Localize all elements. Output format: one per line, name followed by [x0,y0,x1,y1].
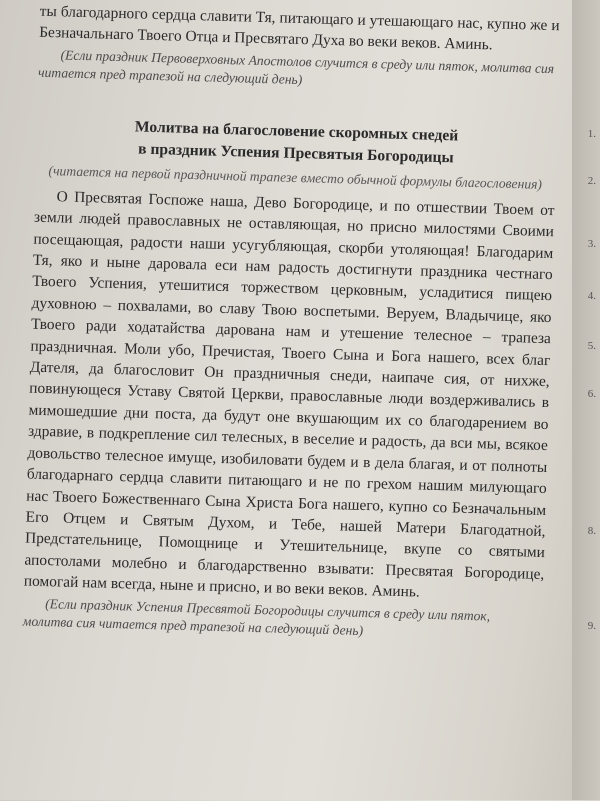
continued-paragraph: ты благодарного сердца славити Тя, питающаго и утешающаго нас, купно же и Безначальнаго Твоего Отца и Пресвятаго Духа во веки веков. Аминь. [38,2,560,54]
margin-number: 5. [587,340,596,352]
prayer-title-line: Молитва на благословение скоромных снедей [134,118,459,145]
rubric-note: (Если праздник Первоверховных Апостолов случится в среду или пяток, молитва сия читается пред трапезой на следующий день) [37,47,555,87]
next-page-edge [572,0,600,800]
margin-number: 1. [587,128,596,140]
margin-number: 4. [587,290,596,302]
rubric-note: (Если праздник Успения Пресвятой Богородицы случится в среду или пяток, молитва сия читается пред трапезой на следующий день) [22,595,491,638]
margin-number: 2. [587,175,596,187]
prayer-subtitle: (читается на первой праздничной трапезе вместо обычной формулы благословения) [48,162,543,192]
book-page [18,1,560,801]
margin-number: 3. [587,238,596,250]
margin-number: 8. [587,525,596,537]
margin-number: 9. [587,620,596,632]
prayer-title-line: в праздник Успения Пресвятыя Богородицы [137,140,454,167]
prayer-body: О Пресвятая Госпоже наша, Дево Богородице, и по отшествии Твоем от земли людей православных не оставляющая, но присно милостями Своими посещающая, радости наши усугубляющая, скорби утоляющая! Благодарим Тя, яко и ныне даровала еси нам радость достигнути праздника честнаго Твоего Успения, утешитися торжеством церковным, усладитися пищею духовною – похвалами, во славу Твою воспетыми. Веруем, Владычице, яко Твоего ради ходатайства дарована нам и утешение телесное – трапеза праздничная. Моли убо, Пречистая, Твоего Сына и Бога нашего, всех благ Дателя, да благословит Он праздничныя снеди, наипаче сия, от нихже, повинующеся Уставу Святой Церкви, православные люди воздерживались в мимошедшие дни поста, да будут оне вкушающим их со благодарением во здравие, в подкрепление сил телесных, в веселие и радость, да вси мы, всякое довольство телесное имуще, изобиловати будем и в дела благая, и от полноты благодарнаго сердца славити питающаго и не по грехом нашим милующаго нас Твоего Божественнаго Сына Христа Бога нашего, купно со Безначальным Его Отцем и Святым Духом, и Тебе, нашей Матери Благодатной, Предстательнице, Помощнице и Утешительнице, вкупе со святыми апостолами молебно и благодарственно взывати: Пресвятая Богородице, помогай нам всегда, ныне и присно, и во веки веков. Аминь. [23,188,555,601]
margin-number: 6. [587,388,596,400]
